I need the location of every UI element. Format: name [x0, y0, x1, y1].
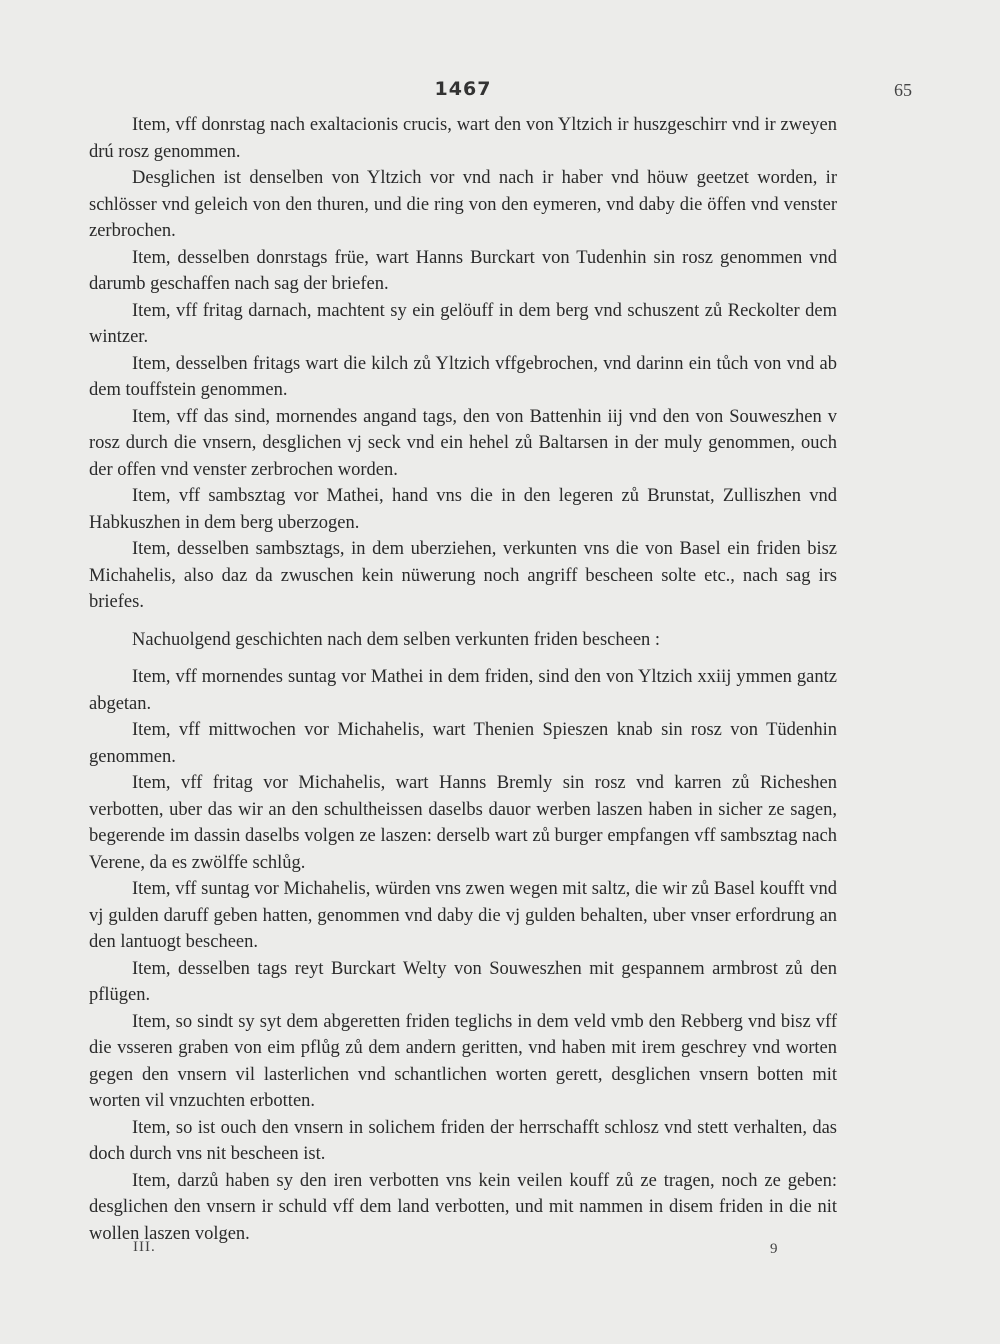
paragraph: Item, so sindt sy syt dem abgeretten friden teglichs in dem veld vmb den Rebberg vnd bisz vff die vsseren graben von eim pflůg zů dem andern geritten, vnd haben mit irem geschrey vnd worten gegen den vnsern vil lasterlichen vnd schantlichen worten gerett, desglichen vnsern botten mit worten vil vnzuchten erbotten. — [89, 1011, 837, 1111]
paragraph: Item, vff sambsztag vor Mathei, hand vns die in den legeren zů Brunstat, Zulliszhen vnd Habkuszhen in dem berg uberzogen. — [89, 486, 837, 533]
page-number: 65 — [894, 80, 912, 100]
paragraph: Item, vff das sind, mornendes angand tags, den von Battenhin iij vnd den von Souweszhen v rosz durch die vnsern, desglichen vj seck vnd ein hehel zů Baltarsen in der muly genommen, ouch der offen vnd venster zerbrochen worden. — [89, 406, 837, 480]
paragraph: Item, so ist ouch den vnsern in solichem friden der herrschafft schlosz vnd stett verhalten, das doch durch vns nit bescheen ist. — [89, 1117, 837, 1164]
signature-mark: 9 — [770, 1241, 778, 1257]
section-heading-paragraph: Nachuolgend geschichten nach dem selben verkunten friden bescheen : — [132, 629, 661, 650]
paragraph: Desglichen ist denselben von Yltzich vor vnd nach ir haber vnd höuw geetzet worden, ir schlösser vnd geleich von den thuren, und die ring von den eymeren, vnd daby die öffen vnd venster zerbrochen. — [89, 168, 837, 241]
running-head-year: 1467 — [434, 78, 492, 100]
paragraph: Item, vff fritag darnach, machtent sy ein gelöuff in dem berg vnd schuszent zů Reckolter dem wintzer. — [89, 300, 837, 347]
paragraph: Item, vff donrstag nach exaltacionis crucis, wart den von Yltzich ir huszgeschirr vnd ir zweyen drú rosz genommen. — [89, 115, 837, 162]
paragraph: Item, vff mornendes suntag vor Mathei in dem friden, sind den von Yltzich xxiij ymmen gantz abgetan. — [89, 667, 837, 714]
paragraph: Item, desselben fritags wart die kilch zů Yltzich vffgebrochen, vnd darinn ein tůch von vnd ab dem touffstein genommen. — [89, 353, 837, 400]
body-text — [89, 112, 837, 1247]
paragraph: Item, desselben sambsztags, in dem uberziehen, verkunten vns die von Basel ein friden bisz Michahelis, also daz da zwuschen kein nüwerung noch angriff bescheen solte etc., nach sag irs briefes. — [89, 539, 837, 612]
paragraph: Item, darzů haben sy den iren verbotten vns kein veilen kouff zů ze tragen, noch ze geben: desglichen den vnsern ir schuld vff dem land verbotten, und mit nammen in disem friden in die nit wollen laszen volgen. — [89, 1170, 837, 1244]
paragraph: Item, vff mittwochen vor Michahelis, wart Thenien Spieszen knab sin rosz von Tüdenhin genommen. — [89, 720, 837, 767]
page-header — [88, 78, 912, 108]
volume-mark: III. — [133, 1239, 156, 1255]
paragraph: Item, desselben tags reyt Burckart Welty von Souweszhen mit gespannem armbrost zů den pflügen. — [89, 958, 837, 1005]
paragraph: Item, vff suntag vor Michahelis, würden vns zwen wegen mit saltz, die wir zů Basel koufft vnd vj gulden daruff geben hatten, genommen vnd daby die vj gulden behalten, uber vnser erfordrung an den lantuogt bescheen. — [89, 879, 837, 952]
paragraph: Item, desselben donrstags früe, wart Hanns Burckart von Tudenhin sin rosz genommen vnd darumb geschaffen nach sag der briefen. — [89, 247, 837, 294]
paragraph: Item, vff fritag vor Michahelis, wart Hanns Bremly sin rosz vnd karren zů Richeshen verbotten, uber das wir an den schultheissen daselbs dauor werben laszen haben in sicher ze sagen, begerende im dassin daselbs volgen ze laszen: derselb wart zů burger empfangen vff sambsztag nach Verene, da es zwölffe schlůg. — [89, 773, 837, 873]
